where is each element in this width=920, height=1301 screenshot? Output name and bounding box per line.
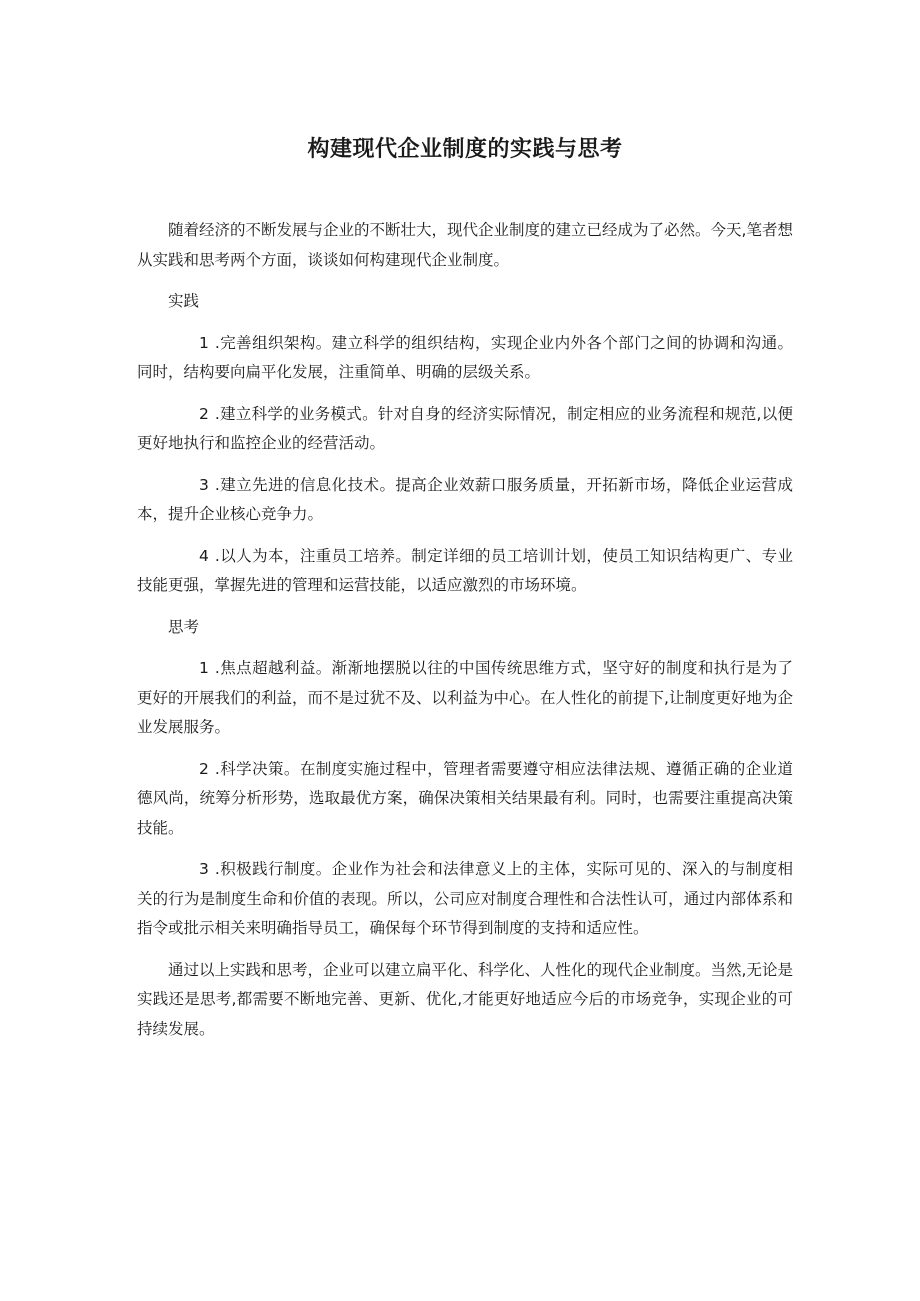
- thinking-item-1-text: .焦点超越利益。渐渐地摆脱以往的中国传统思维方式，坚守好的制度和执行是为了更好的开展我们的利益，而不是过犹不及、以利益为中心。在人性化的前提下,让制度更好地为企业发展服务。: [137, 659, 793, 736]
- practice-item-3-number: 3: [199, 475, 209, 494]
- practice-item-4-number: 4: [199, 546, 209, 565]
- practice-heading: 实践: [168, 292, 200, 310]
- document-page: [137, 128, 793, 1056]
- practice-item-4-text: .以人为本，注重员工培养。制定详细的员工培训计划，使员工知识结构更广、专业技能更强，掌握先进的管理和运营技能，以适应激烈的市场环境。: [137, 546, 793, 594]
- thinking-item-3: [137, 855, 793, 944]
- thinking-item-2-text: .科学决策。在制度实施过程中，管理者需要遵守相应法律法规、遵循正确的企业道德风尚，统筹分析形势，选取最优方案，确保决策相关结果最有利。同时，也需要注重提高决策技能。: [137, 759, 793, 837]
- thinking-heading: 思考: [168, 617, 200, 636]
- intro-paragraph: 随着经济的不断发展与企业的不断壮大，现代企业制度的建立已经成为了必然。今天,笔者想从实践和思考两个方面，谈谈如何构建现代企业制度。: [137, 221, 793, 269]
- document-title: 构建现代企业制度的实践与思考: [307, 137, 623, 162]
- practice-item-2-text: .建立科学的业务模式。针对自身的经济实际情况，制定相应的业务流程和规范,以便更好地执行和监控企业的经营活动。: [137, 404, 793, 452]
- practice-item-4: [137, 542, 793, 601]
- thinking-item-2-number: 2: [199, 759, 209, 778]
- thinking-item-3-text: .积极践行制度。企业作为社会和法律意义上的主体，实际可见的、深入的与制度相关的行为是制度生命和价值的表现。所以，公司应对制度合理性和合法性认可，通过内部体系和指令或批示相关来明确指导员工，确保每个环节得到制度的支持和适应性。: [137, 860, 793, 937]
- thinking-item-1-number: 1: [199, 659, 209, 677]
- practice-item-1-number: 1: [199, 333, 209, 352]
- practice-item-1: [137, 329, 793, 388]
- conclusion-paragraph: 通过以上实践和思考，企业可以建立扁平化、科学化、人性化的现代企业制度。当然,无论是实践还是思考,都需要不断地完善、更新、优化,才能更好地适应今后的市场竞争，实现企业的可持续发展。: [137, 960, 793, 1038]
- practice-item-2: [137, 400, 793, 459]
- thinking-item-3-number: 3: [199, 860, 209, 878]
- practice-item-2-number: 2: [199, 404, 209, 423]
- practice-item-1-text: .完善组织架构。建立科学的组织结构，实现企业内外各个部门之间的协调和沟通。同时，结构要向扁平化发展，注重简单、明确的层级关系。: [137, 333, 793, 381]
- thinking-item-1: [137, 654, 793, 743]
- thinking-item-2: [137, 755, 793, 844]
- practice-item-3: [137, 471, 793, 530]
- practice-item-3-text: .建立先进的信息化技术。提高企业效薪口服务质量，开拓新市场，降低企业运营成本，提升企业核心竞争力。: [137, 475, 793, 523]
